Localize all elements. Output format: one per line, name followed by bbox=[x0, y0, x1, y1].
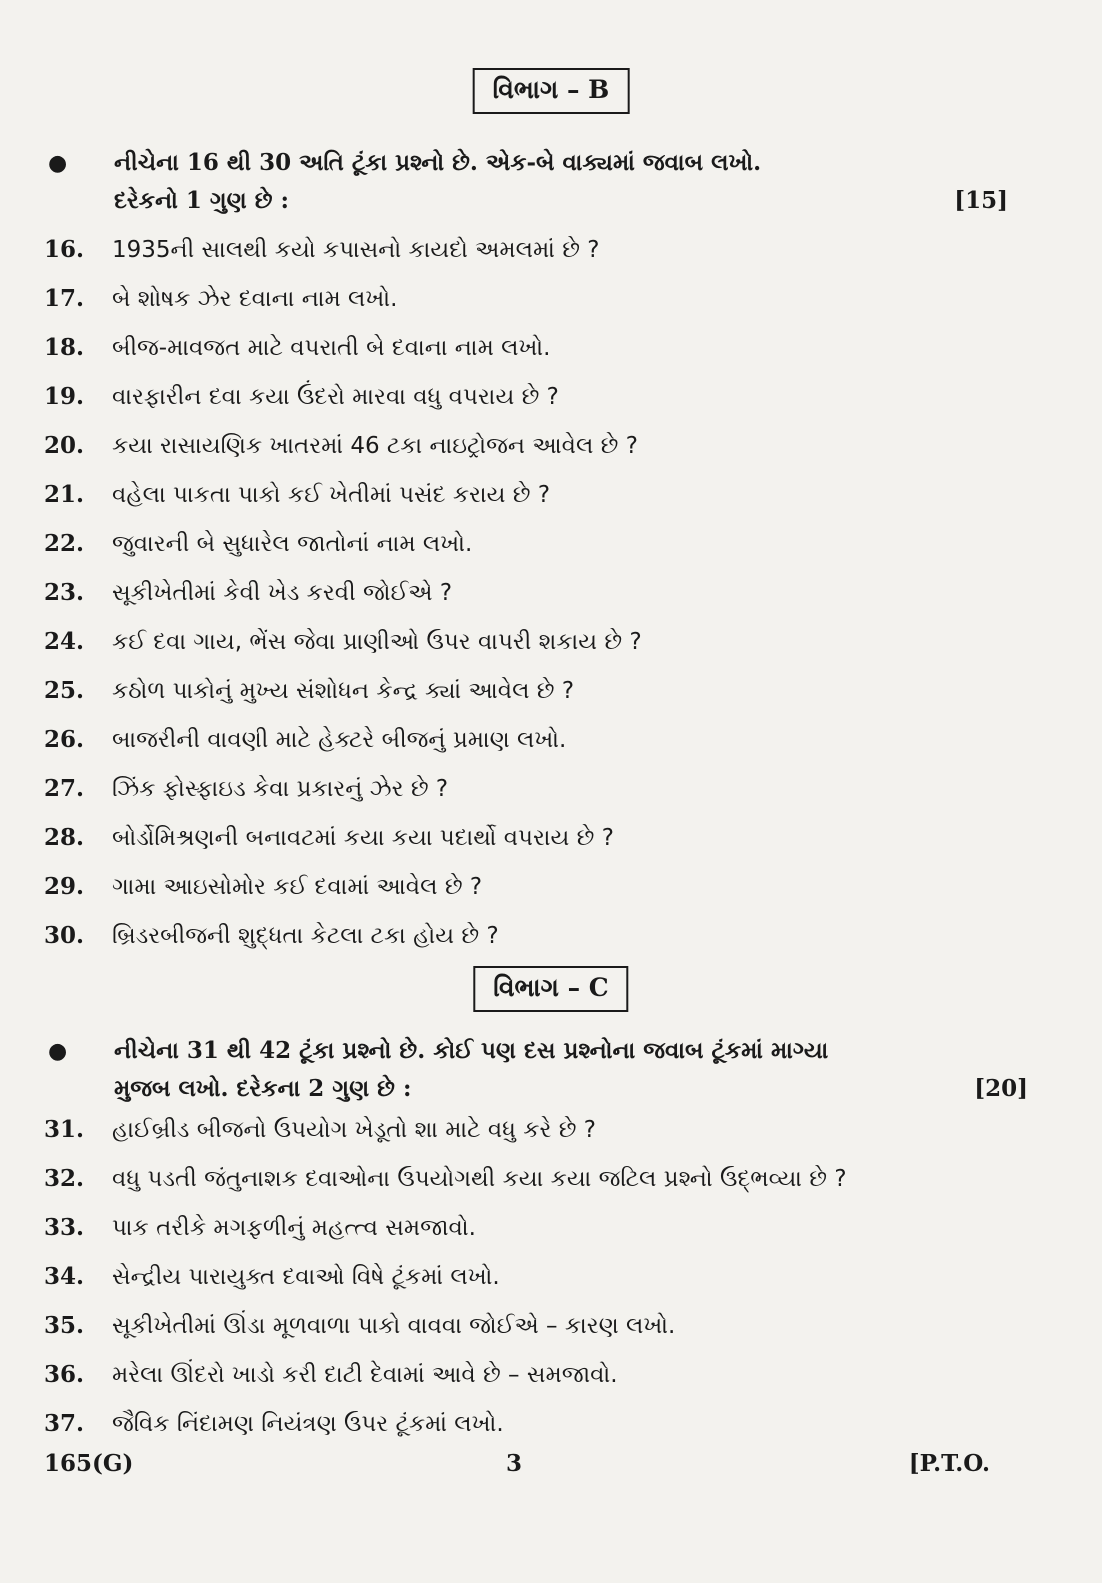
question-text: કયા રાસાયણિક ખાતરમાં 46 ટકા નાઇટ્રોજન આવેલ છે ? bbox=[112, 432, 638, 459]
question-number: 24. bbox=[44, 628, 85, 655]
question-number: 23. bbox=[44, 579, 85, 606]
section-c-instruction-line1: નીચેના 31 થી 42 ટૂંકા પ્રશ્નો છે. કોઈ પણ દસ પ્રશ્નોના જવાબ ટૂંકમાં માગ્યા bbox=[114, 1037, 829, 1064]
question-text: વહેલા પાકતા પાકો કઈ ખેતીમાં પસંદ કરાય છે ? bbox=[112, 481, 551, 508]
question-item bbox=[44, 666, 1044, 715]
question-text: મરેલા ઊંદરો ખાડો કરી દાટી દેવામાં આવે છે – સમજાવો. bbox=[112, 1361, 618, 1388]
question-item bbox=[44, 862, 1044, 911]
question-text: સૂકીખેતીમાં કેવી ખેડ કરવી જોઈએ ? bbox=[112, 579, 453, 606]
question-text: વધુ પડતી જંતુનાશક દવાઓના ઉપયોગથી કયા કયા જટિલ પ્રશ્નો ઉદ્ભવ્યા છે ? bbox=[112, 1165, 847, 1192]
question-item bbox=[44, 1154, 1044, 1203]
section-c-marks: [20] bbox=[974, 1075, 1028, 1102]
question-number: 16. bbox=[44, 236, 85, 263]
question-number: 26. bbox=[44, 726, 85, 753]
question-number: 34. bbox=[44, 1263, 85, 1290]
bullet-icon: ● bbox=[48, 150, 68, 176]
question-text: બોર્ડોમિશ્રણની બનાવટમાં કયા કયા પદાર્થો વપરાય છે ? bbox=[112, 824, 614, 851]
pto-label: [P.T.O. bbox=[908, 1450, 990, 1477]
question-text: સૂકીખેતીમાં ઊંડા મૂળવાળા પાકો વાવવા જોઈએ – કારણ લખો. bbox=[112, 1312, 676, 1339]
question-number: 22. bbox=[44, 530, 85, 557]
page-footer bbox=[44, 1450, 990, 1480]
section-c-question-list bbox=[44, 1105, 1044, 1448]
question-item bbox=[44, 813, 1044, 862]
question-number: 37. bbox=[44, 1410, 85, 1437]
question-text: પાક તરીકે મગફળીનું મહત્ત્વ સમજાવો. bbox=[112, 1214, 476, 1241]
section-c-instruction bbox=[48, 1032, 1028, 1108]
question-item bbox=[44, 911, 1044, 960]
question-text: જૈવિક નિંદામણ નિયંત્રણ ઉપર ટૂંકમાં લખો. bbox=[112, 1410, 504, 1437]
question-text: બે શોષક ઝેર દવાના નામ લખો. bbox=[112, 285, 398, 312]
question-text: જુવારની બે સુધારેલ જાતોનાં નામ લખો. bbox=[112, 530, 473, 557]
question-item bbox=[44, 1252, 1044, 1301]
question-number: 29. bbox=[44, 873, 85, 900]
question-text: ઝિંક ફોસ્ફાઇડ કેવા પ્રકારનું ઝેર છે ? bbox=[112, 775, 449, 802]
question-item bbox=[44, 1350, 1044, 1399]
question-number: 33. bbox=[44, 1214, 85, 1241]
question-text: કઈ દવા ગાય, ભેંસ જેવા પ્રાણીઓ ઉપર વાપરી શકાય છે ? bbox=[112, 628, 642, 655]
question-number: 27. bbox=[44, 775, 85, 802]
question-item bbox=[44, 1105, 1044, 1154]
question-text: કઠોળ પાકોનું મુખ્ય સંશોધન કેન્દ્ર ક્યાં આવેલ છે ? bbox=[112, 677, 575, 704]
question-number: 25. bbox=[44, 677, 85, 704]
question-item bbox=[44, 617, 1044, 666]
question-item bbox=[44, 568, 1044, 617]
question-item bbox=[44, 225, 1044, 274]
question-number: 36. bbox=[44, 1361, 85, 1388]
question-number: 20. bbox=[44, 432, 85, 459]
question-number: 32. bbox=[44, 1165, 85, 1192]
question-item bbox=[44, 1301, 1044, 1350]
section-b-heading: વિભાગ – B bbox=[473, 68, 630, 114]
question-text: હાઈબ્રીડ બીજનો ઉપયોગ ખેડૂતો શા માટે વધુ કરે છે ? bbox=[112, 1116, 597, 1143]
question-number: 18. bbox=[44, 334, 85, 361]
question-item bbox=[44, 1203, 1044, 1252]
section-b-instruction bbox=[48, 144, 1008, 220]
section-b-question-list bbox=[44, 225, 1044, 960]
section-b-instruction-line2: દરેકનો 1 ગુણ છે : bbox=[114, 187, 290, 214]
section-b-marks: [15] bbox=[954, 187, 1008, 214]
question-item bbox=[44, 372, 1044, 421]
bullet-icon: ● bbox=[48, 1038, 68, 1064]
question-number: 21. bbox=[44, 481, 85, 508]
question-text: બાજરીની વાવણી માટે હેક્ટરે બીજનું પ્રમાણ લખો. bbox=[112, 726, 567, 753]
question-item bbox=[44, 715, 1044, 764]
question-text: સેન્દ્રીય પારાયુક્ત દવાઓ વિષે ટૂંકમાં લખો. bbox=[112, 1263, 500, 1290]
question-item bbox=[44, 519, 1044, 568]
section-b-instruction-line1: નીચેના 16 થી 30 અતિ ટૂંકા પ્રશ્નો છે. એક-બે વાક્યમાં જવાબ લખો. bbox=[114, 149, 762, 176]
question-item bbox=[44, 764, 1044, 813]
section-c-instruction-line2: મુજબ લખો. દરેકના 2 ગુણ છે : bbox=[114, 1075, 412, 1102]
question-item bbox=[44, 470, 1044, 519]
question-number: 35. bbox=[44, 1312, 85, 1339]
question-text: 1935ની સાલથી કયો કપાસનો કાયદો અમલમાં છે ? bbox=[112, 236, 600, 263]
question-text: વારફારીન દવા કયા ઉંદરો મારવા વધુ વપરાય છે ? bbox=[112, 383, 559, 410]
question-text: બ્રિડરબીજની શુદ્ધતા કેટલા ટકા હોય છે ? bbox=[112, 922, 499, 949]
question-text: બીજ-માવજત માટે વપરાતી બે દવાના નામ લખો. bbox=[112, 334, 551, 361]
question-number: 19. bbox=[44, 383, 85, 410]
question-item bbox=[44, 421, 1044, 470]
paper-code: 165(G) bbox=[44, 1450, 134, 1477]
question-number: 31. bbox=[44, 1116, 85, 1143]
question-item bbox=[44, 274, 1044, 323]
question-text: ગામા આઇસોમોર કઈ દવામાં આવેલ છે ? bbox=[112, 873, 483, 900]
question-number: 17. bbox=[44, 285, 85, 312]
question-item bbox=[44, 323, 1044, 372]
question-item bbox=[44, 1399, 1044, 1448]
question-number: 28. bbox=[44, 824, 85, 851]
section-c-heading: વિભાગ – C bbox=[473, 966, 628, 1012]
page-number: 3 bbox=[506, 1450, 523, 1477]
question-number: 30. bbox=[44, 922, 85, 949]
